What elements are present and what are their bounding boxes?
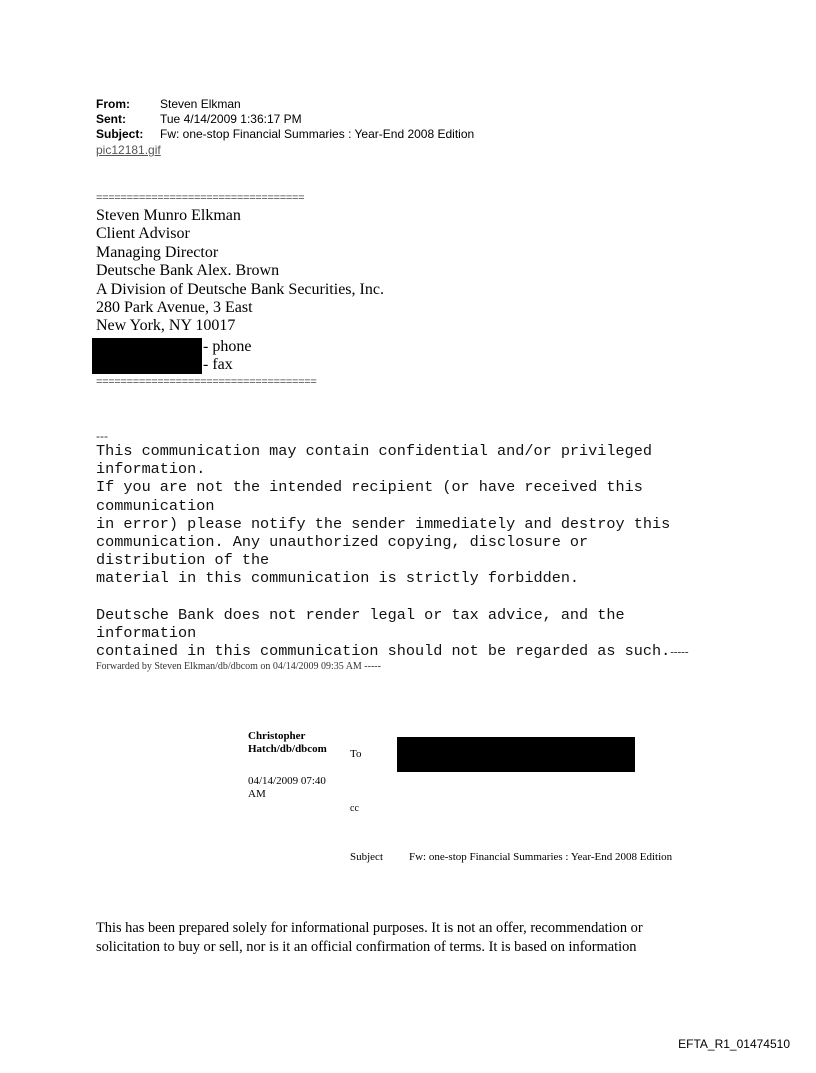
from-row xyxy=(96,97,241,112)
signature-block xyxy=(96,207,384,336)
disclaimer-line: If you are not the intended recipient (or have received this xyxy=(96,478,643,497)
forwarded-line: Forwarded by Steven Elkman/db/dbcom on 04/14/2009 09:35 AM ----- xyxy=(96,661,381,672)
from-label: From: xyxy=(96,97,130,111)
from-value: Steven Elkman xyxy=(160,97,241,111)
forward-subject-label: Subject xyxy=(350,851,383,863)
subject-row xyxy=(96,127,474,142)
disclaimer-line: contained in this communication should not be regarded as such. xyxy=(96,642,671,661)
forward-date-line: 04/14/2009 07:40 xyxy=(248,775,326,787)
signature-line: Managing Director xyxy=(96,243,219,261)
disclaimer-line: Deutsche Bank does not render legal or tax advice, and the xyxy=(96,605,625,624)
body-line: solicitation to buy or sell, nor is it an official confirmation of terms. It is based on information xyxy=(96,939,637,955)
body-line: This has been prepared solely for informational purposes. It is not an offer, recommendation or xyxy=(96,920,643,936)
disclaimer-line-last xyxy=(96,642,689,661)
forward-date-line: AM xyxy=(248,788,266,800)
attachment-link[interactable]: pic12181.gif xyxy=(96,143,161,157)
body-text xyxy=(96,919,643,957)
redaction-box xyxy=(397,737,635,772)
signature-line: Client Advisor xyxy=(96,225,190,243)
forward-date xyxy=(248,775,326,801)
disclaimer-line: This communication may contain confidential and/or privileged xyxy=(96,442,652,460)
disclaimer-line: communication xyxy=(96,496,215,515)
disclaimer-line: material in this communication is strictly forbidden. xyxy=(96,569,580,588)
disclaimer-line: information. xyxy=(96,460,206,479)
signature-line: New York, NY 10017 xyxy=(96,317,236,335)
signature-line: Steven Munro Elkman xyxy=(96,207,241,224)
subject-value: Fw: one-stop Financial Summaries : Year-End 2008 Edition xyxy=(160,127,475,141)
sent-row xyxy=(96,112,302,127)
disclaimer-text xyxy=(96,442,689,661)
disclaimer-dashes: --- xyxy=(96,429,108,443)
forward-sender-line: Christopher xyxy=(248,730,306,742)
document-id: EFTA_R1_01474510 xyxy=(678,1037,790,1051)
fax-label: - fax xyxy=(203,356,233,373)
redaction-box xyxy=(92,338,202,374)
disclaimer-line: in error) please notify the sender immediately and destroy this xyxy=(96,514,671,533)
forward-sender-line: Hatch/db/dbcom xyxy=(248,743,327,755)
signature-line: Deutsche Bank Alex. Brown xyxy=(96,262,280,280)
forward-sender xyxy=(248,730,327,756)
forward-subject-value: Fw: one-stop Financial Summaries : Year-End 2008 Edition xyxy=(409,851,673,863)
phone-label: - phone xyxy=(203,338,252,355)
disclaimer-line xyxy=(96,588,689,606)
disclaimer-line: information xyxy=(96,624,197,643)
to-label: To xyxy=(350,748,362,760)
sent-label: Sent: xyxy=(96,112,126,126)
subject-label: Subject: xyxy=(96,127,144,141)
signature-rule-bottom: ==================================== xyxy=(96,376,317,388)
disclaimer-line: communication. Any unauthorized copying, disclosure or xyxy=(96,533,589,552)
cc-label: cc xyxy=(350,803,359,814)
signature-rule-top: ================================== xyxy=(96,192,305,204)
sent-value: Tue 4/14/2009 1:36:17 PM xyxy=(160,112,302,126)
signature-line: A Division of Deutsche Bank Securities, Inc. xyxy=(96,280,384,298)
disclaimer-line: distribution of the xyxy=(96,551,270,570)
disclaimer-trailing-dashes: ----- xyxy=(670,646,689,659)
signature-line: 280 Park Avenue, 3 East xyxy=(96,299,253,317)
